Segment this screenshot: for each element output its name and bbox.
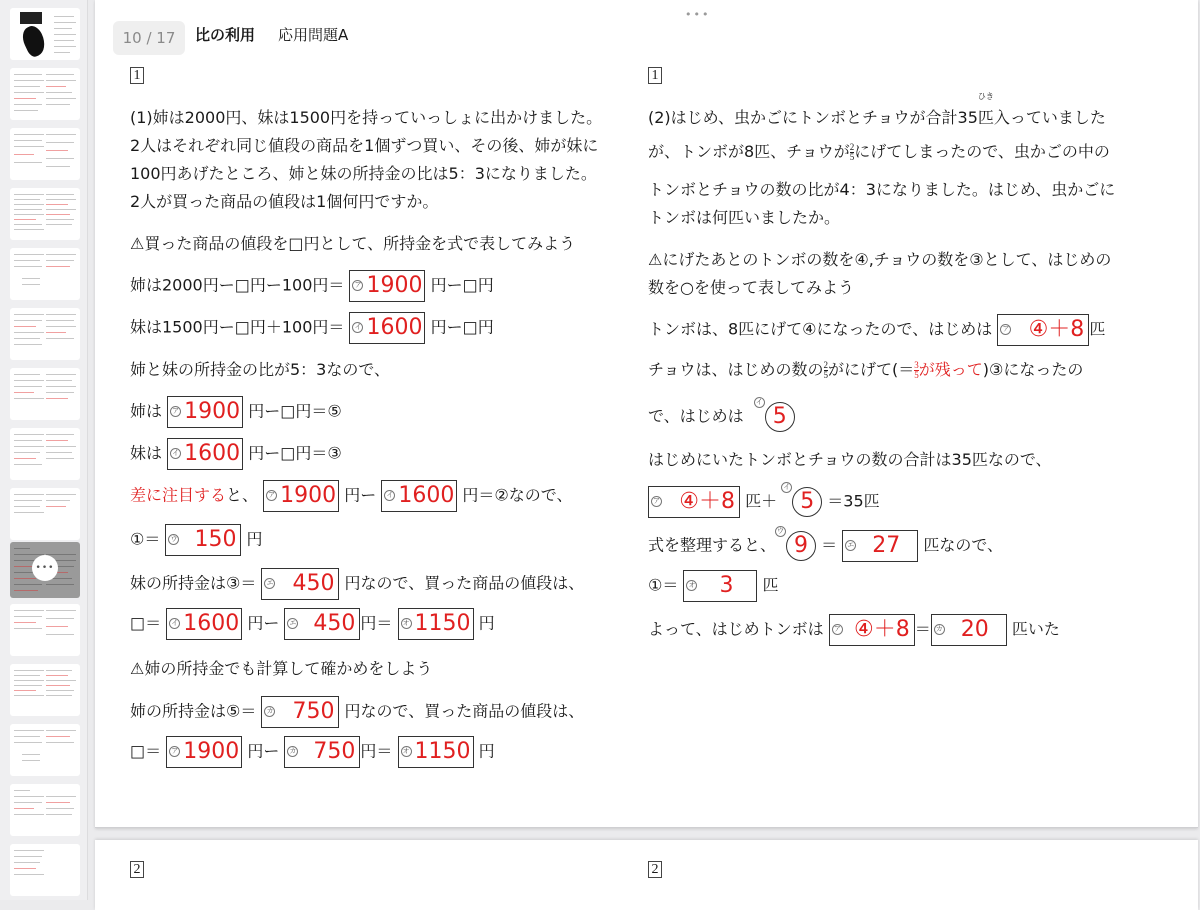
thumbnail-page-5[interactable] — [10, 248, 80, 300]
answer-box: イ 1600 — [349, 312, 425, 344]
equation-line-2: 妹は1500円ー□円＋100円＝ イ 1600 円ー□円 — [130, 312, 494, 344]
document-page — [95, 0, 1198, 828]
thumbnail-more-button[interactable]: ••• — [32, 555, 58, 581]
answer-box: ア ④＋8 — [648, 486, 740, 518]
right-line-2: チョウは、はじめの数の $\frac{2}{5}$ がにげて(＝ $\frac{3}{5}$ が残って)③になったの — [648, 360, 1084, 380]
answer-box: エ 450 — [261, 568, 339, 600]
problem-line-2: 2人はそれぞれ同じ値段の商品を1個ずつ買い、その後、姉が妹に — [130, 136, 599, 155]
thumbnail-page-2[interactable] — [10, 68, 80, 120]
page-counter: 10 / 17 — [113, 21, 185, 55]
answer-box: オ 1150 — [398, 608, 474, 640]
answer-box: ア 1900 — [263, 480, 339, 512]
problem2-line-2: が、トンボが8匹、チョウが $\frac{2}{5}$ にげてしまったので、虫かごの中の — [648, 142, 1110, 162]
ratio-statement: 姉と妹の所持金の比が5：3なので、 — [130, 360, 391, 379]
answer-box: カ 750 — [261, 696, 339, 728]
page-more-menu-icon[interactable]: ••• — [685, 8, 711, 21]
answer-box: イ 1600 — [381, 480, 457, 512]
thumbnail-page-4[interactable] — [10, 188, 80, 240]
thumbnail-page-9[interactable] — [10, 488, 80, 540]
right-line-6: 式を整理すると、 ウ 9 ＝ エ 27 匹なので、 — [648, 530, 1003, 562]
fraction: $\frac{2}{5}$ — [849, 142, 855, 162]
hint-right-1b: 数を○を使って表してみよう — [648, 278, 854, 297]
thumbnail-page-3[interactable] — [10, 128, 80, 180]
thumbnail-page-12[interactable] — [10, 664, 80, 716]
right-line-5: ア ④＋8 匹＋ イ 5 ＝35匹 — [648, 486, 880, 518]
answer-box: イ 1600 — [166, 608, 242, 640]
equation-line-4: 姉は ア 1900 円ー□円＝⑤ — [130, 396, 342, 428]
cover-title-block — [20, 12, 42, 24]
question-number-right: 1 — [648, 67, 662, 84]
hint-2: ⚠姉の所持金でも計算して確かめをしよう — [130, 659, 433, 678]
circled-answer: ウ 9 — [786, 531, 816, 561]
right-line-7: ①＝ オ 3 匹 — [648, 570, 779, 602]
answer-box: カ 20 — [931, 614, 1007, 646]
thumbnail-page-15[interactable] — [10, 844, 80, 896]
right-line-1: トンボは、8匹にげて④になったので、はじめは ア ④＋8 匹 — [648, 314, 1105, 346]
problem-line-1: (1)姉は2000円、妹は1500円を持っていっしょに出かけました。 — [130, 108, 603, 127]
right-line-8: よって、はじめトンボは ア ④＋8 ＝ カ 20 匹いた — [648, 614, 1060, 646]
problem2-line-1: (2)はじめ、虫かごにトンボとチョウが合計35 ひき 匹入っていました — [648, 92, 1106, 127]
question-number-left-2: 2 — [130, 861, 144, 878]
answer-box: イ 1600 — [167, 438, 243, 470]
thumbnail-page-7[interactable] — [10, 368, 80, 420]
answer-box: ウ 150 — [165, 524, 241, 556]
penguin-illustration — [19, 23, 50, 59]
answer-box: ア 1900 — [167, 396, 243, 428]
page-subtitle: 応用問題A — [278, 26, 349, 44]
answer-box: オ 3 — [683, 570, 757, 602]
question-number-left: 1 — [130, 67, 144, 84]
thumbnail-page-1[interactable] — [10, 8, 80, 60]
equation-line-9: □＝ イ 1600 円ー エ 450 円＝ オ 1150 円 — [130, 608, 495, 640]
answer-box: エ 450 — [284, 608, 360, 640]
answer-box: ア 1900 — [166, 736, 242, 768]
answer-box: ア ④＋8 — [829, 614, 915, 646]
page-title: 比の利用 — [195, 26, 256, 44]
thumbnail-page-10-selected[interactable] — [10, 542, 80, 598]
thumbnail-page-13[interactable] — [10, 724, 80, 776]
page-thumbnail-sidebar[interactable] — [0, 0, 88, 900]
equation-line-1: 姉は2000円ー□円ー100円＝ ア 1900 円ー□円 — [130, 270, 494, 302]
equation-line-11: □＝ ア 1900 円ー カ 750 円＝ オ 1150 円 — [130, 736, 495, 768]
answer-box: オ 1150 — [398, 736, 474, 768]
equation-line-7: ①＝ ウ 150 円 — [130, 524, 263, 556]
thumbnail-page-6[interactable] — [10, 308, 80, 360]
equation-line-8: 妹の所持金は③＝ エ 450 円なので、買った商品の値段は、 — [130, 568, 584, 600]
answer-box: ア ④＋8 — [997, 314, 1089, 346]
equation-line-10: 姉の所持金は⑤＝ カ 750 円なので、買った商品の値段は、 — [130, 696, 584, 728]
thumbnail-page-11[interactable] — [10, 604, 80, 656]
answer-box: ア 1900 — [349, 270, 425, 302]
thumbnail-page-8[interactable] — [10, 428, 80, 480]
equation-line-6: 差に注目すると、 ア 1900 円ー イ 1600 円＝②なので、 — [130, 480, 572, 512]
answer-box: エ 27 — [842, 530, 918, 562]
right-line-4: はじめにいたトンボとチョウの数の合計は35匹なので、 — [648, 450, 1052, 469]
thumbnail-page-14[interactable] — [10, 784, 80, 836]
right-line-3: で、はじめは イ 5 — [648, 402, 795, 432]
hint-right-1a: ⚠にげたあとのトンボの数を④,チョウの数を③として、はじめの — [648, 250, 1112, 269]
problem-line-4: 2人が買った商品の値段は1個何円ですか。 — [130, 192, 439, 211]
circled-answer: イ 5 — [765, 402, 795, 432]
circled-answer: イ 5 — [792, 487, 822, 517]
hint-1: ⚠買った商品の値段を□円として、所持金を式で表してみよう — [130, 234, 576, 253]
problem2-line-3: トンボとチョウの数の比が4：3になりました。はじめ、虫かごに — [648, 180, 1116, 199]
answer-box: カ 750 — [284, 736, 360, 768]
problem-line-3: 100円あげたところ、姉と妹の所持金の比は5：3になりました。 — [130, 164, 597, 183]
problem2-line-4: トンボは何匹いましたか。 — [648, 208, 841, 227]
equation-line-5: 妹は イ 1600 円ー□円＝③ — [130, 438, 342, 470]
question-number-right-2: 2 — [648, 861, 662, 878]
